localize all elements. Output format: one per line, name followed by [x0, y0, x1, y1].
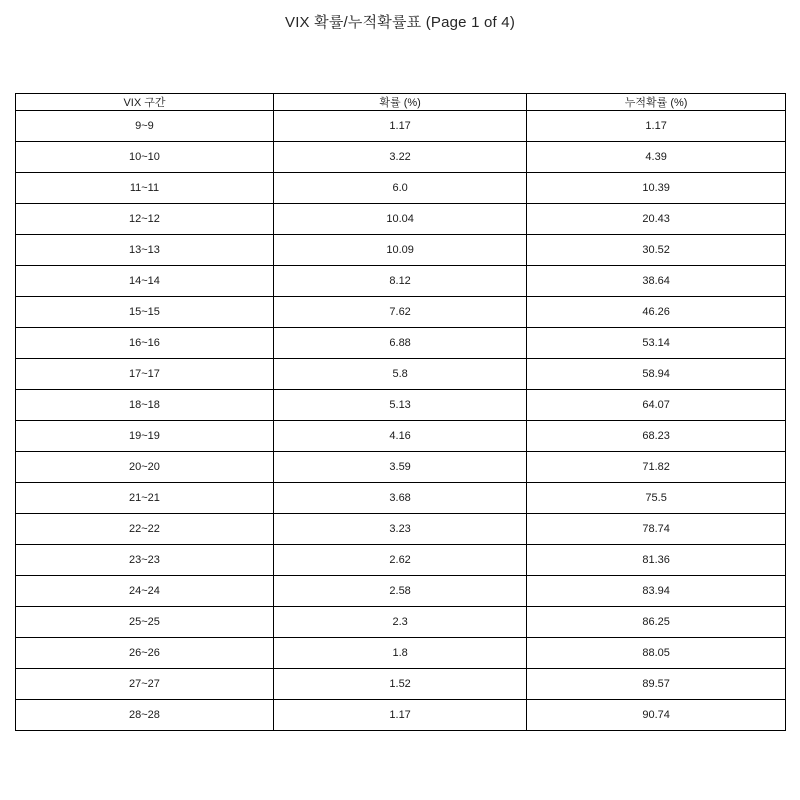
- probability-cell: 6.0: [273, 173, 526, 204]
- probability-cell: 10.04: [273, 204, 526, 235]
- table-row: [16, 669, 786, 700]
- vix-range-cell: 12~12: [16, 204, 274, 235]
- vix-range-cell: 19~19: [16, 421, 274, 452]
- cumulative-probability-cell: 58.94: [527, 359, 786, 390]
- vix-range-cell: 17~17: [16, 359, 274, 390]
- probability-cell: 1.8: [273, 638, 526, 669]
- probability-cell: 6.88: [273, 328, 526, 359]
- cumulative-probability-cell: 90.74: [527, 700, 786, 731]
- probability-cell: 1.52: [273, 669, 526, 700]
- column-header-cumulative-probability: 누적확률 (%): [527, 94, 786, 111]
- cumulative-probability-cell: 38.64: [527, 266, 786, 297]
- table-row: [16, 266, 786, 297]
- cumulative-probability-cell: 75.5: [527, 483, 786, 514]
- vix-range-cell: 21~21: [16, 483, 274, 514]
- cumulative-probability-cell: 10.39: [527, 173, 786, 204]
- table-row: [16, 204, 786, 235]
- table-row: [16, 452, 786, 483]
- vix-range-cell: 26~26: [16, 638, 274, 669]
- table-row: [16, 142, 786, 173]
- cumulative-probability-cell: 83.94: [527, 576, 786, 607]
- probability-cell: 3.68: [273, 483, 526, 514]
- vix-range-cell: 18~18: [16, 390, 274, 421]
- table-row: [16, 421, 786, 452]
- probability-cell: 2.3: [273, 607, 526, 638]
- column-header-vix-range: VIX 구간: [16, 94, 274, 111]
- probability-cell: 7.62: [273, 297, 526, 328]
- cumulative-probability-cell: 81.36: [527, 545, 786, 576]
- probability-cell: 1.17: [273, 700, 526, 731]
- page-title: VIX 확률/누적확률표 (Page 1 of 4): [284, 14, 516, 31]
- probability-cell: 3.59: [273, 452, 526, 483]
- cumulative-probability-cell: 46.26: [527, 297, 786, 328]
- vix-range-cell: 25~25: [16, 607, 274, 638]
- cumulative-probability-cell: 1.17: [527, 111, 786, 142]
- cumulative-probability-cell: 64.07: [527, 390, 786, 421]
- cumulative-probability-cell: 89.57: [527, 669, 786, 700]
- vix-range-cell: 11~11: [16, 173, 274, 204]
- probability-cell: 5.13: [273, 390, 526, 421]
- vix-range-cell: 22~22: [16, 514, 274, 545]
- probability-cell: 3.23: [273, 514, 526, 545]
- table-body: [16, 111, 786, 731]
- probability-cell: 2.62: [273, 545, 526, 576]
- cumulative-probability-cell: 30.52: [527, 235, 786, 266]
- table-row: [16, 638, 786, 669]
- vix-probability-table: [15, 93, 786, 731]
- vix-range-cell: 28~28: [16, 700, 274, 731]
- vix-range-cell: 14~14: [16, 266, 274, 297]
- table-row: [16, 328, 786, 359]
- vix-range-cell: 15~15: [16, 297, 274, 328]
- table-row: [16, 700, 786, 731]
- table-row: [16, 390, 786, 421]
- cumulative-probability-cell: 20.43: [527, 204, 786, 235]
- probability-cell: 10.09: [273, 235, 526, 266]
- cumulative-probability-cell: 86.25: [527, 607, 786, 638]
- probability-cell: 3.22: [273, 142, 526, 173]
- cumulative-probability-cell: 88.05: [527, 638, 786, 669]
- cumulative-probability-cell: 78.74: [527, 514, 786, 545]
- vix-range-cell: 23~23: [16, 545, 274, 576]
- cumulative-probability-cell: 71.82: [527, 452, 786, 483]
- table-row: [16, 545, 786, 576]
- probability-cell: 1.17: [273, 111, 526, 142]
- table-header-row: [16, 94, 786, 111]
- vix-range-cell: 16~16: [16, 328, 274, 359]
- table-row: [16, 297, 786, 328]
- table-row: [16, 576, 786, 607]
- vix-range-cell: 13~13: [16, 235, 274, 266]
- probability-cell: 2.58: [273, 576, 526, 607]
- vix-range-cell: 24~24: [16, 576, 274, 607]
- vix-range-cell: 9~9: [16, 111, 274, 142]
- probability-cell: 4.16: [273, 421, 526, 452]
- column-header-probability: 확률 (%): [273, 94, 526, 111]
- vix-range-cell: 27~27: [16, 669, 274, 700]
- table-row: [16, 607, 786, 638]
- table-row: [16, 483, 786, 514]
- table-row: [16, 359, 786, 390]
- vix-range-cell: 20~20: [16, 452, 274, 483]
- cumulative-probability-cell: 53.14: [527, 328, 786, 359]
- table-row: [16, 173, 786, 204]
- table-row: [16, 111, 786, 142]
- table-row: [16, 514, 786, 545]
- cumulative-probability-cell: 4.39: [527, 142, 786, 173]
- cumulative-probability-cell: 68.23: [527, 421, 786, 452]
- probability-cell: 8.12: [273, 266, 526, 297]
- table-row: [16, 235, 786, 266]
- probability-cell: 5.8: [273, 359, 526, 390]
- vix-range-cell: 10~10: [16, 142, 274, 173]
